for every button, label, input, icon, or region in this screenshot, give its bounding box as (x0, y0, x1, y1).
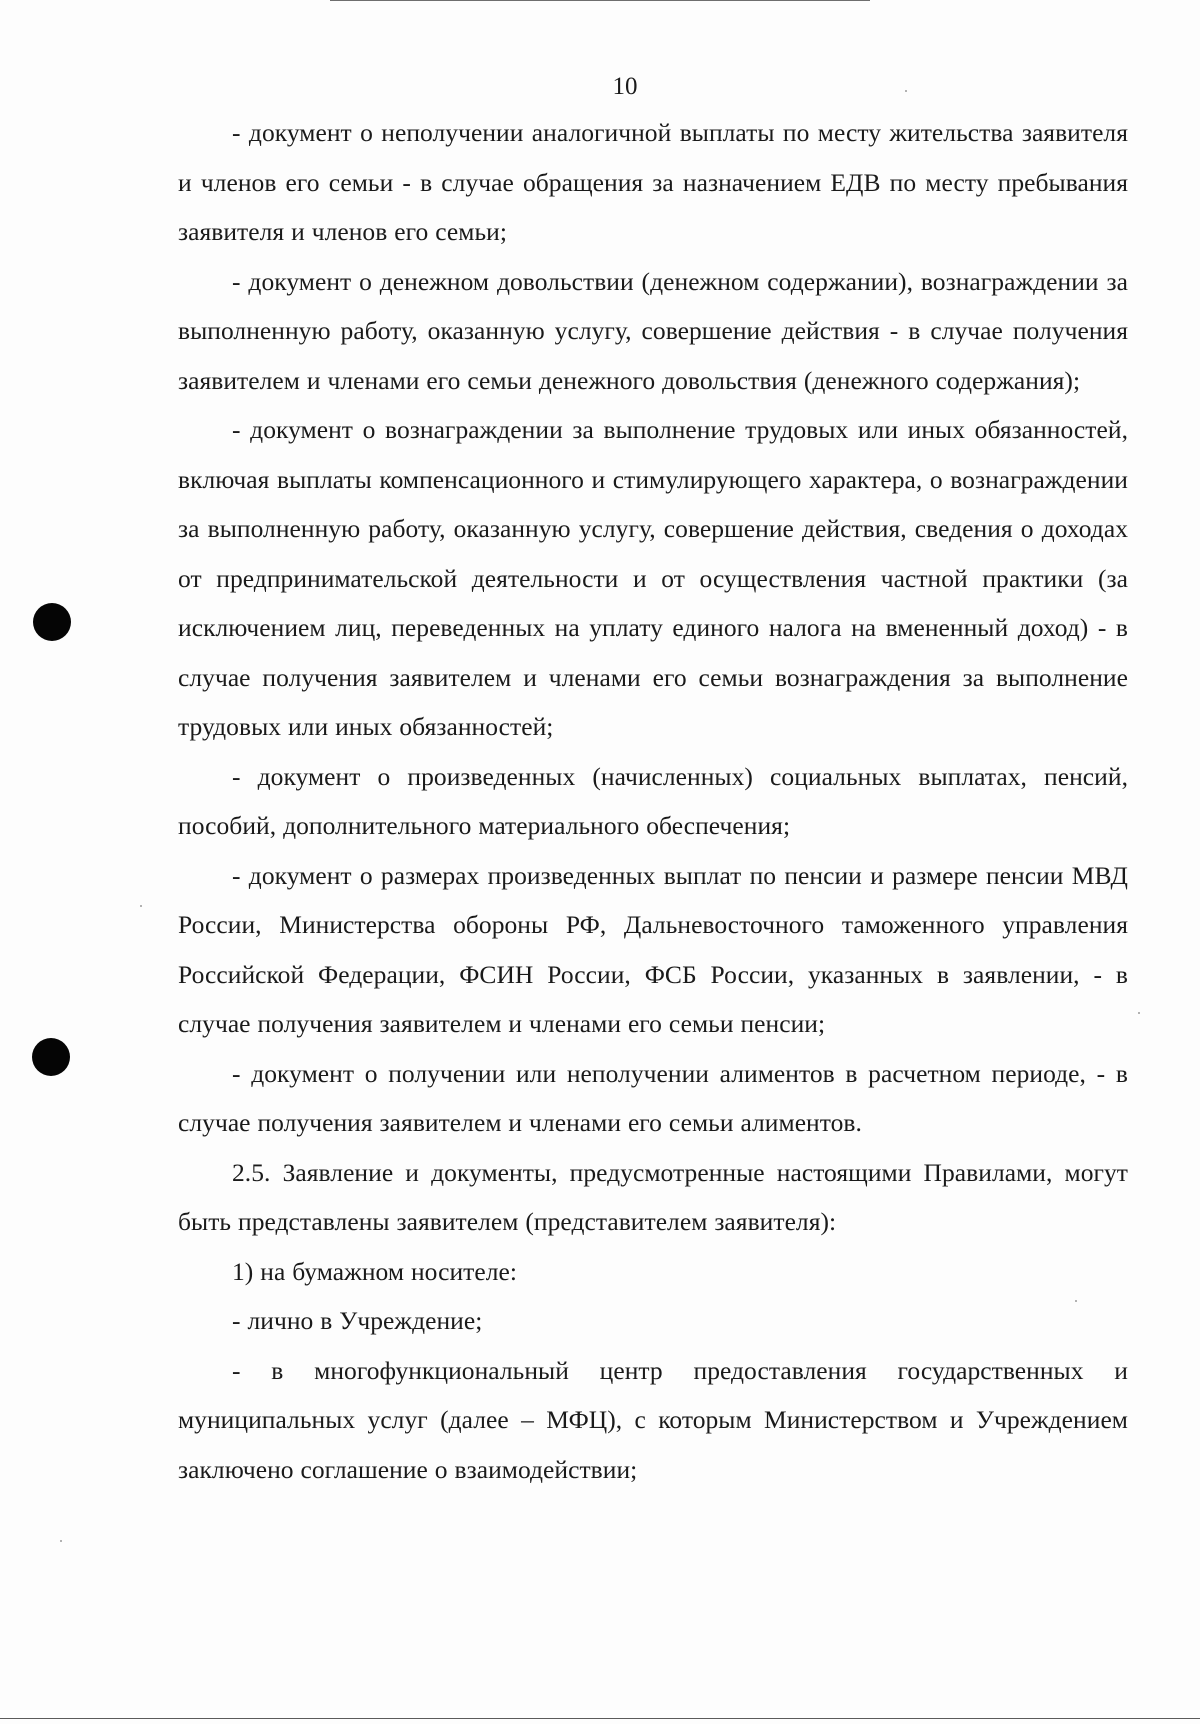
paragraph: - документ о денежном довольствии (денежном содержании), вознаграждении за выполненную работу, оказанную услугу, совершение действия - в случае получения заявителем и членами его семьи денежного довольствия (денежного содержания); (178, 266, 1128, 395)
scan-speck (905, 90, 907, 92)
paragraph: - документ о произведенных (начисленных) социальных выплатах, пенсий, пособий, дополнительного материального обеспечения; (178, 761, 1128, 840)
scan-speck (1075, 1300, 1077, 1302)
paragraph: - документ о неполучении аналогичной выплаты по месту жительства заявителя и членов его семьи - в случае обращения за назначением ЕДВ по месту пребывания заявителя и членов его семьи; (178, 118, 1128, 246)
paragraph: - лично в Учреждение; (232, 1306, 483, 1335)
paragraph: 2.5. Заявление и документы, предусмотренные настоящими Правилами, могут быть представлены заявителем (представителем заявителя): (178, 1157, 1128, 1236)
punch-hole (33, 603, 71, 641)
scan-speck (60, 1540, 62, 1542)
document-body (178, 108, 1128, 1494)
bottom-edge-line (0, 1718, 1200, 1719)
paragraph: - документ о размерах произведенных выплат по пенсии и размере пенсии МВД России, Министерства обороны РФ, Дальневосточного таможенного управления Российской Федерации, ФСИН России, ФСБ России, указанных в заявлении, - в случае получения заявителем и членами его семьи пенсии; (178, 860, 1128, 1038)
page-number: 10 (612, 73, 638, 100)
paragraph: - в многофункциональный центр предоставления государственных и муниципальных услуг (далее – МФЦ), с которым Министерством и Учреждением заключено соглашение о взаимодействии; (178, 1355, 1128, 1484)
paragraph: - документ о получении или неполучении алиментов в расчетном периоде, - в случае получения заявителем и членами его семьи алиментов. (178, 1058, 1128, 1137)
scan-speck (1138, 1012, 1140, 1014)
top-edge-line (330, 0, 870, 1)
scan-speck (140, 905, 142, 907)
punch-hole (32, 1038, 70, 1076)
paragraph: 1) на бумажном носителе: (232, 1256, 517, 1286)
paragraph: - документ о вознаграждении за выполнение трудовых или иных обязанностей, включая выплаты компенсационного и стимулирующего характера, о вознаграждении за выполненную работу, оказанную услугу, совершение действия, сведения о доходах от предпринимательской деятельности и от осуществления частной практики (за исключением лиц, переведенных на уплату единого налога на вмененный доход) - в случае получения заявителем и членами его семьи вознаграждения за выполнение трудовых или иных обязанностей; (178, 415, 1128, 741)
